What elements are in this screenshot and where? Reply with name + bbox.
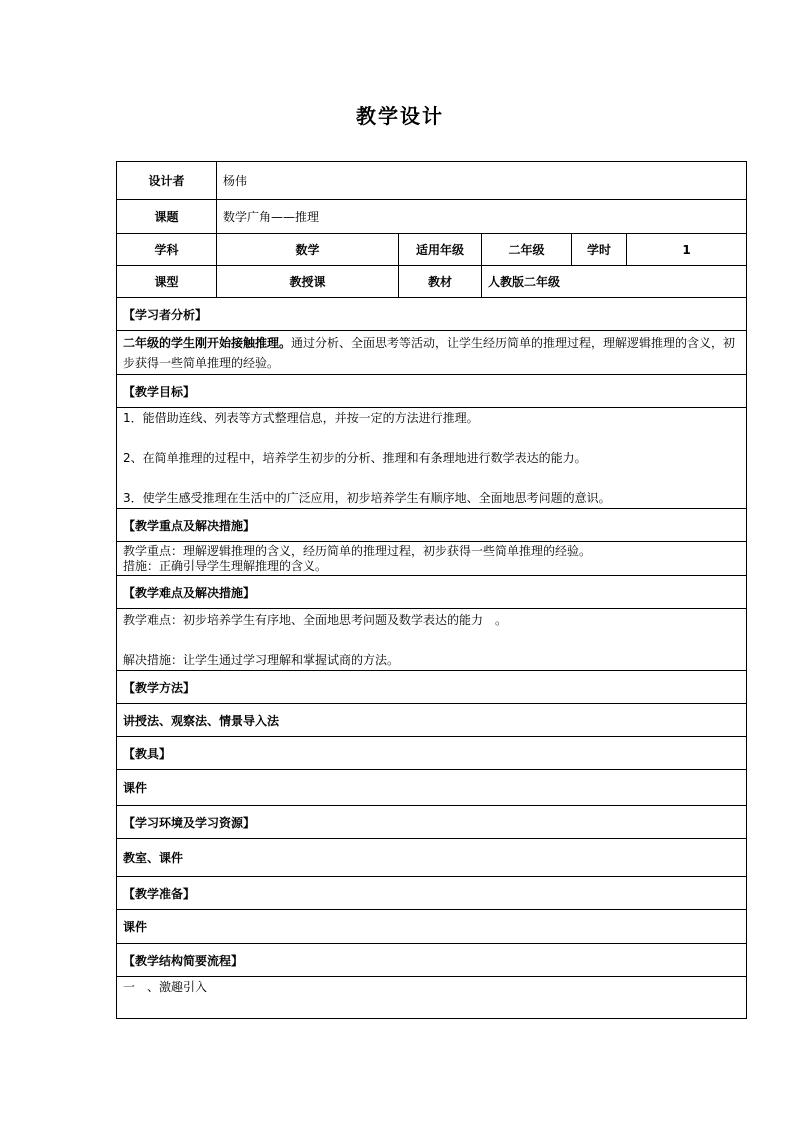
- flow-section-body: [117, 977, 747, 1019]
- method-value: 讲授法、观察法、情景导入法: [117, 704, 747, 737]
- designer-value: 杨伟: [217, 162, 747, 200]
- prep-title: 【教学准备】: [117, 877, 747, 910]
- subject-label: 学科: [117, 234, 217, 266]
- tools-section-header: [117, 737, 747, 770]
- flow-item-1: 一 、激趣引入: [123, 980, 208, 994]
- method-section-header: [117, 671, 747, 704]
- designer-label: 设计者: [117, 162, 217, 200]
- goals-section-body: [117, 408, 747, 509]
- type-label: 课型: [117, 266, 217, 298]
- learner-section-body: [117, 331, 747, 375]
- env-section-body: [117, 839, 747, 877]
- difficult-points-text: [117, 609, 747, 671]
- goals-section-header: [117, 375, 747, 408]
- page-title: 教学设计: [356, 104, 444, 128]
- env-value: 教室、课件: [117, 839, 747, 877]
- tools-section-body: [117, 770, 747, 806]
- goals-title: 【教学目标】: [117, 375, 747, 408]
- learner-section-header: [117, 298, 747, 331]
- learner-analysis-text: [117, 331, 747, 375]
- key-points-section-body: [117, 542, 747, 576]
- prep-section-body: [117, 910, 747, 944]
- goal-item-2: 2、在简单推理的过程中，培养学生初步的分析、推理和有条理地进行数学表达的能力。: [123, 451, 587, 465]
- topic-row: [117, 200, 747, 234]
- topic-label: 课题: [117, 200, 217, 234]
- goal-item-3: 3．使学生感受推理在生活中的广泛应用，初步培养学生有顺序地、全面地思考问题的意识。: [123, 491, 611, 505]
- subject-row: [117, 234, 747, 266]
- difficult-points-section-body: [117, 609, 747, 671]
- grade-value: 二年级: [482, 234, 572, 266]
- goals-text: [117, 408, 747, 509]
- method-title: 【教学方法】: [117, 671, 747, 704]
- textbook-label: 教材: [399, 266, 482, 298]
- key-points-section-header: [117, 509, 747, 542]
- topic-value: 数学广角——推理: [217, 200, 747, 234]
- hours-value: 1: [627, 234, 747, 266]
- flow-title: 【教学结构简要流程】: [117, 944, 747, 977]
- method-section-body: [117, 704, 747, 737]
- key-points-text: [117, 542, 747, 576]
- textbook-value: 人教版二年级: [482, 266, 747, 298]
- env-title: 【学习环境及学习资源】: [117, 806, 747, 839]
- env-section-header: [117, 806, 747, 839]
- goal-item-1: 1．能借助连线、列表等方式整理信息，并按一定的方法进行推理。: [123, 411, 479, 425]
- tools-title: 【教具】: [117, 737, 747, 770]
- difficult-points-title: 【教学难点及解决措施】: [117, 576, 747, 609]
- tools-value: 课件: [117, 770, 747, 806]
- learner-title: 【学习者分析】: [117, 298, 747, 331]
- key-points-measure: 措施：正确引导学生理解推理的含义。: [123, 558, 328, 573]
- type-value: 教授课: [217, 266, 399, 298]
- learner-bold-text: 二年级的学生刚开始接触推理。: [123, 335, 292, 350]
- designer-row: [117, 162, 747, 200]
- difficult-points-measure: 解决措施：让学生通过学习理解和掌握试商的方法。: [123, 652, 400, 667]
- key-points-content: 教学重点：理解逻辑推理的含义，经历简单的推理过程，初步获得一些简单推理的经验。: [123, 543, 592, 558]
- difficult-points-content: 教学难点：初步培养学生有序地、全面地思考问题及数学表达的能力 。: [123, 612, 508, 627]
- lesson-plan-table: [116, 161, 747, 1019]
- key-points-title: 【教学重点及解决措施】: [117, 509, 747, 542]
- subject-value: 数学: [217, 234, 399, 266]
- type-row: [117, 266, 747, 298]
- grade-label: 适用年级: [399, 234, 482, 266]
- difficult-points-section-header: [117, 576, 747, 609]
- flow-section-header: [117, 944, 747, 977]
- prep-value: 课件: [117, 910, 747, 944]
- prep-section-header: [117, 877, 747, 910]
- hours-label: 学时: [572, 234, 627, 266]
- flow-text: [117, 977, 747, 1019]
- learner-normal-text: 通过分析、全面思考等活动，让学生经历简单的推理过程，理解逻辑推理的含义，初步获得一些简单推理的经验。: [123, 335, 736, 370]
